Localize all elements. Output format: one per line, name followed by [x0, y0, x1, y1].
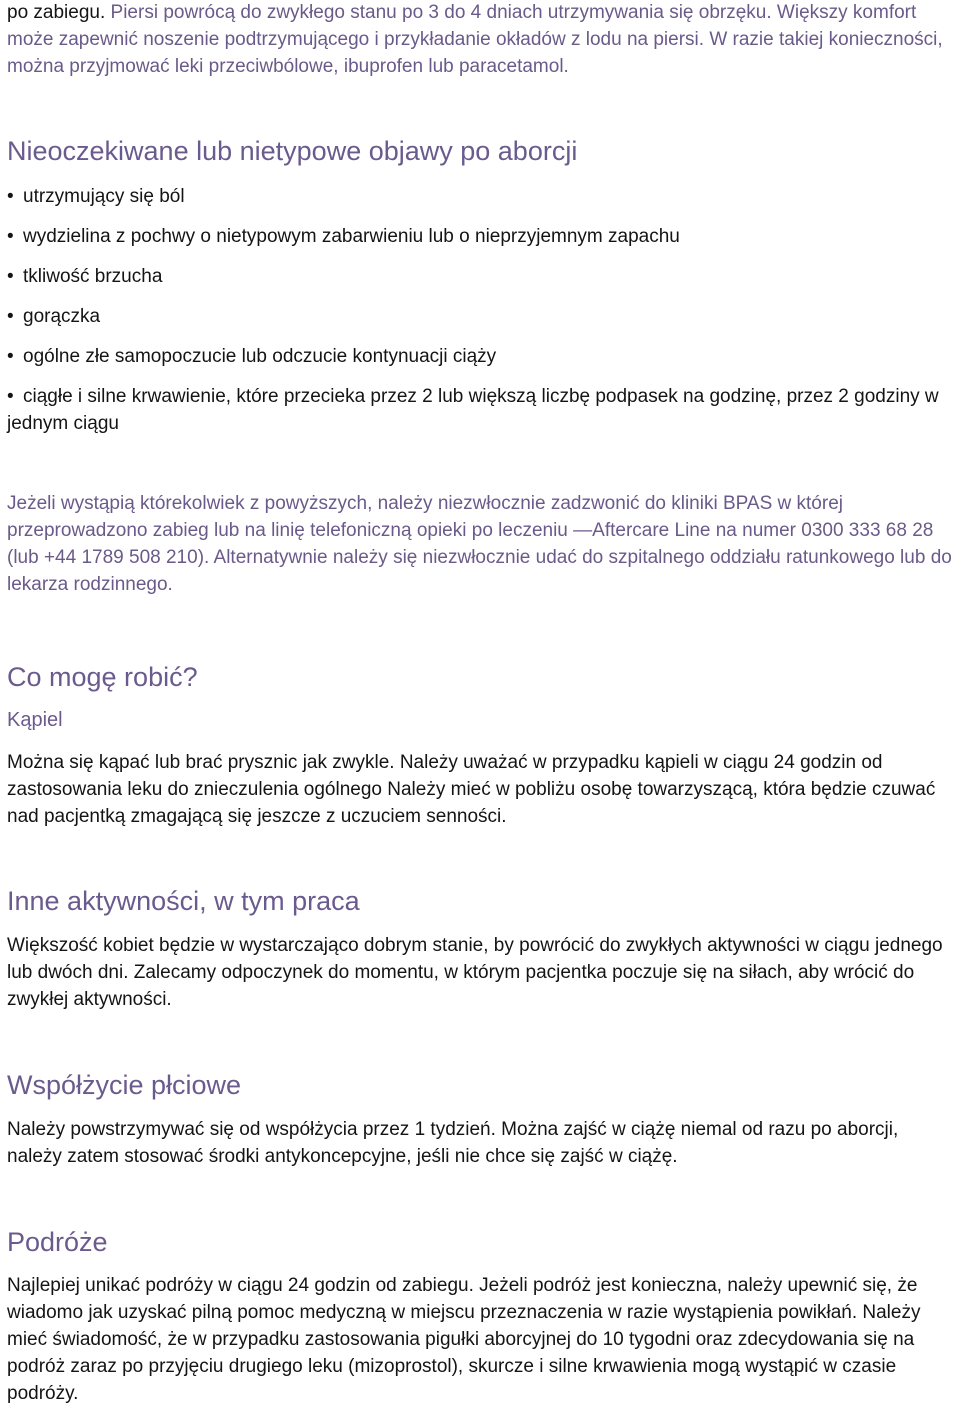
bullet-text: wydzielina z pochwy o nietypowym zabarwieniu lub o nieprzyjemnym zapachu [23, 226, 680, 247]
bullet-item [7, 223, 954, 250]
intro-prefix: po zabiegu. [7, 2, 111, 23]
bath-paragraph: Można się kąpać lub brać prysznic jak zwykle. Należy uważać w przypadku kąpieli w ciągu 24 godzin od zastosowania leku do znieczulenia ogólnego Należy mieć w pobliżu osobę towarzyszącą, która będzie czuwać nad pacjentką zmagającą się jeszcze z uczuciem senności. [7, 752, 936, 827]
section-heading-what-can-i-do: Co mogę robić? [7, 662, 198, 692]
bullet-text: utrzymujący się ból [23, 186, 185, 207]
section-heading-sex: Współżycie płciowe [7, 1070, 242, 1100]
activities-paragraph: Większość kobiet będzie w wystarczająco dobrym stanie, by powrócić do zwykłych aktywności w ciągu jednego lub dwóch dni. Zalecamy odpoczynek do momentu, w którym pacjentka poczuje się na siłach, aby wrócić do zwykłej aktywności. [7, 935, 943, 1010]
bullet-text: tkliwość brzucha [23, 266, 163, 287]
bullet-dot: • [7, 266, 14, 287]
sex-paragraph: Należy powstrzymywać się od współżycia przez 1 tydzień. Można zajść w ciążę niemal od razu po aborcji, należy zatem stosować środki antykoncepcyjne, jeśli nie chce się zajść w ciążę. [7, 1119, 899, 1167]
bullet-dot: • [7, 186, 14, 207]
bullet-item [7, 303, 954, 330]
bullet-text: ciągłe i silne krwawienie, które przecieka przez 2 lub większą liczbę podpasek na godzinę, przez 2 godziny w jednym ciągu [7, 386, 939, 434]
bullet-dot: • [7, 306, 14, 327]
section-heading-activities: Inne aktywności, w tym praca [7, 886, 360, 916]
bullet-dot: • [7, 386, 14, 407]
bullet-dot: • [7, 346, 14, 367]
section-heading-unexpected: Nieoczekiwane lub nietypowe objawy po aborcji [7, 136, 578, 166]
bullet-text: ogólne złe samopoczucie lub odczucie kontynuacji ciąży [23, 346, 497, 367]
subheading-bath: Kąpiel [7, 709, 63, 731]
bullet-item [7, 343, 954, 370]
section-heading-travel: Podróże [7, 1227, 108, 1257]
intro-paragraph [7, 0, 954, 80]
bullet-item [7, 263, 954, 290]
bullet-item [7, 383, 954, 437]
bullet-text: gorączka [23, 306, 101, 327]
bullet-dot: • [7, 226, 14, 247]
intro-muted-text: Piersi powrócą do zwykłego stanu po 3 do 4 dniach utrzymywania się obrzęku. Większy komfort może zapewnić noszenie podtrzymującego i przykładanie okładów z lodu na piersi. W razie takiej konieczności, można przyjmować leki przeciwbólowe, ibuprofen lub paracetamol. [7, 2, 943, 77]
bullet-item [7, 183, 954, 210]
travel-paragraph: Najlepiej unikać podróży w ciągu 24 godzin od zabiegu. Jeżeli podróż jest konieczna, należy upewnić się, że wiadomo jak uzyskać pilną pomoc medyczną w miejscu przeznaczenia w razie wystąpienia powikłań. Należy mieć świadomość, że w przypadku zastosowania pigułki aborcyjnej do 10 tygodni oraz zdecydowania się na podróż zaraz po przyjęciu drugiego leku (mizoprostol), skurcze i silne krwawienia mogą wystąpić w czasie podróży. [7, 1275, 921, 1404]
contact-paragraph: Jeżeli wystąpią którekolwiek z powyższych, należy niezwłocznie zadzwonić do kliniki BPAS w której przeprowadzono zabieg lub na linię telefoniczną opieki po leczeniu —Aftercare Line na numer 0300 333 68 28 (lub +44 1789 508 210). Alternatywnie należy się niezwłocznie udać do szpitalnego oddziału ratunkowego lub do lekarza rodzinnego. [7, 493, 952, 595]
